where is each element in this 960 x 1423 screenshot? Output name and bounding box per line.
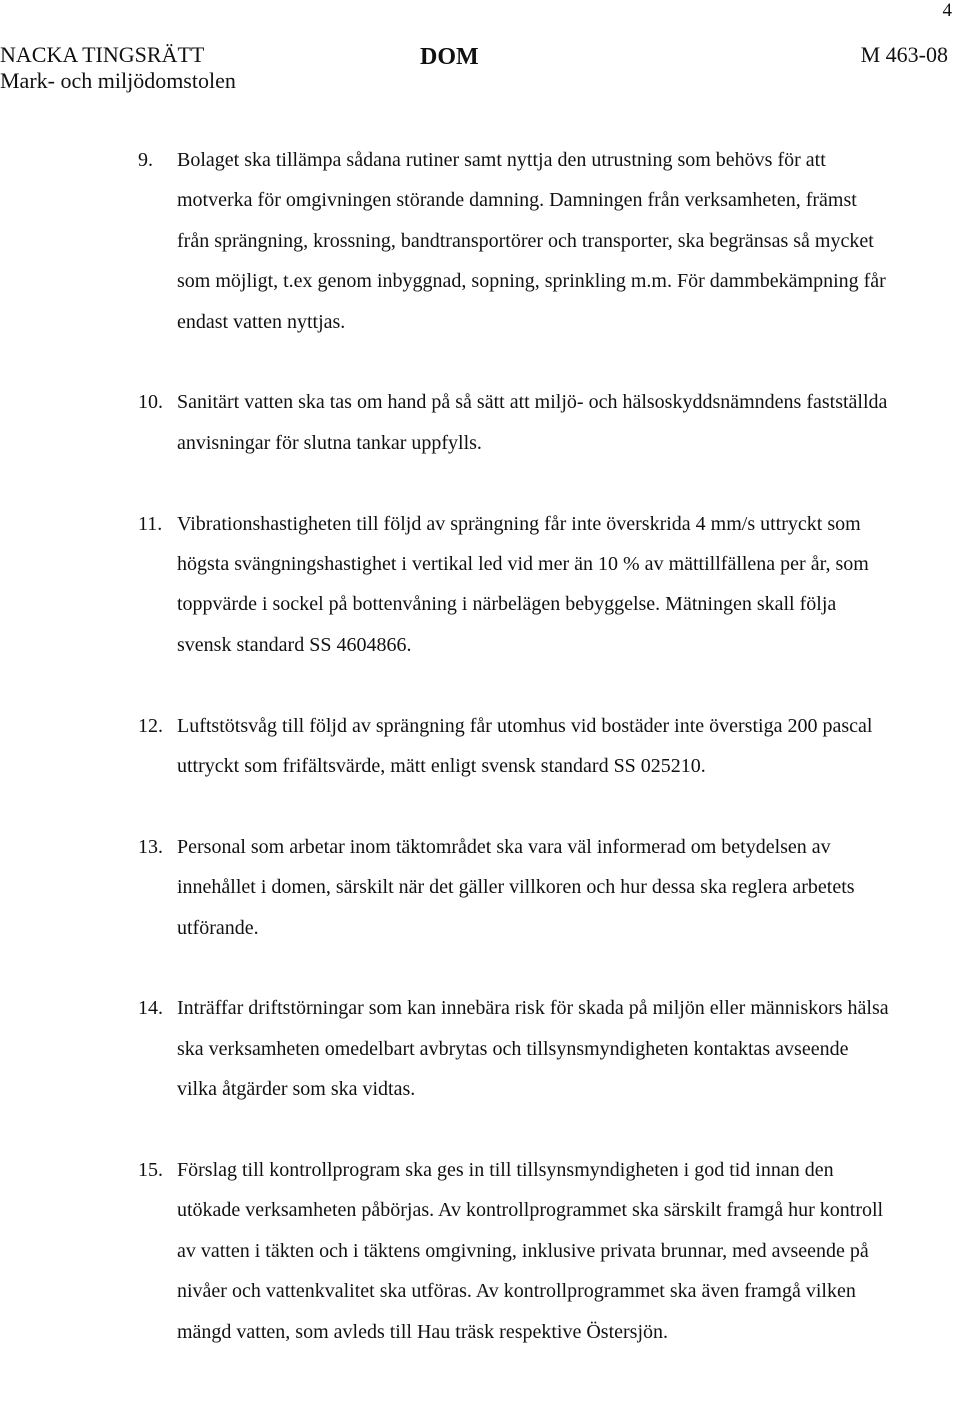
condition-text: Inträffar driftstörningar som kan innebära risk för skada på miljön eller människors hälsa ska verksamheten omedelbart avbrytas och tillsynsmyndigheten kontaktas avseende vilka åtgärder som ska vidtas.: [177, 997, 889, 1101]
condition-number: 15.: [138, 1159, 163, 1182]
condition-text: Sanitärt vatten ska tas om hand på så sätt att miljö- och hälsoskyddsnämndens fastställda anvisningar för slutna tankar uppfylls.: [177, 391, 888, 454]
condition-number: 9.: [138, 149, 153, 171]
document-header: [0, 42, 948, 98]
condition-item-15: [0, 1150, 890, 1352]
condition-text: Bolaget ska tillämpa sådana rutiner samt nyttja den utrustning som behövs för att motverka för omgivningen störande damning. Damningen från verksamheten, främst från sprängning, krossning, bandtransportörer och transporter, ska begränsas så mycket som möjligt, t.ex genom inbyggnad, sopning, sprinkling m.m. För dammbekämpning får endast vatten nyttjas.: [177, 149, 886, 333]
condition-number: 12.: [138, 714, 163, 737]
condition-item-11: [0, 504, 890, 666]
condition-text: Förslag till kontrollprogram ska ges in till tillsynsmyndigheten i god tid innan den utökade verksamheten påbörjas. Av kontrollprogrammet ska särskilt framgå hur kontroll av vatten i täkten och i täktens omgivning, inklusive privata brunnar, med avseende på nivåer och vattenkvalitet ska utföras. Av kontrollprogrammet ska även framgå vilken mängd vatten, som avleds till Hau träsk respektive Östersjön.: [177, 1159, 884, 1343]
document-type: DOM: [420, 44, 479, 70]
condition-item-10: [0, 382, 890, 463]
condition-number: 14.: [138, 997, 163, 1020]
condition-number: 11.: [138, 512, 163, 535]
conditions-list: [0, 140, 960, 1392]
court-division: Mark- och miljödomstolen: [0, 68, 236, 93]
condition-number: 10.: [138, 391, 163, 414]
page-number: 4: [942, 0, 952, 21]
condition-text: Vibrationshastigheten till följd av sprängning får inte överskrida 4 mm/s uttryckt som högsta svängningshastighet i vertikal led vid mer än 10 % av mättillfällena per år, som toppvärde i sockel på bottenvåning i närbelägen bebyggelse. Mätningen skall följa svensk standard SS 4604866.: [177, 512, 869, 656]
condition-number: 13.: [138, 835, 163, 858]
condition-item-9: [0, 140, 890, 342]
condition-text: Personal som arbetar inom täktområdet ska vara väl informerad om betydelsen av innehållet i domen, särskilt när det gäller villkoren och hur dessa ska reglera arbetets utförande.: [177, 835, 855, 939]
court-name: NACKA TINGSRÄTT: [0, 42, 205, 67]
condition-item-13: [0, 827, 890, 948]
condition-text: Luftstötsvåg till följd av sprängning får utomhus vid bostäder inte överstiga 200 pascal uttryckt som frifältsvärde, mätt enligt svensk standard SS 025210.: [177, 714, 873, 778]
condition-item-14: [0, 988, 890, 1109]
condition-item-12: [0, 706, 890, 787]
case-number: M 463-08: [860, 42, 948, 67]
